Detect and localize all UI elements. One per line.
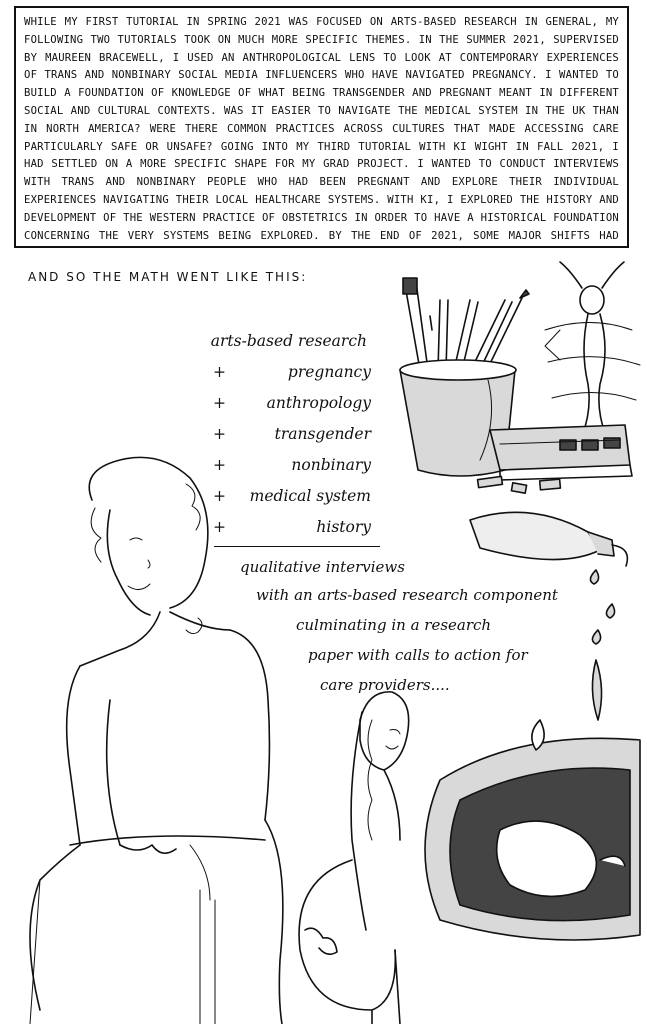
plus-sign: + — [213, 425, 226, 443]
caption-text: WHILE MY FIRST TUTORIAL IN SPRING 2021 WAS FOCUSED ON ARTS-BASED RESEARCH IN GENERAL, MY FOLLOWING TWO TUTORIALS TOOK ON MUCH MORE SPECIFIC THEMES. IN THE SUMMER 2021, SUPERVISED BY MAUREEN BRACEWELL, I USED AN ANTHROPOLOGICAL LENS TO LOOK AT CONTEMPORARY EXPERIENCES OF TRANS AND NONBINARY SOCIAL MEDIA INFLUENCERS WHO HAVE NAVIGATED PREGNANCY. I WANTED TO BUILD A FOUNDATION OF KNOWLEDGE OF WHAT BEING TRANSGENDER AND PREGNANT MEANT IN DIFFERENT SOCIAL AND CULTURAL CONTEXTS. WAS IT EASIER TO NAVIGATE THE MEDICAL SYSTEM IN THE UK THAN IN NORTH AMERICA? WERE THERE COMMON PRACTICES ACROSS CULTURES THAT MADE ACCESSING CARE PARTICULARLY SAFE OR UNSAFE? GOING INTO MY THIRD TUTORIAL WITH KI WIGHT IN FALL 2021, I HAD SETTLED ON A MORE SPECIFIC SHAPE FOR MY GRAD PROJECT. I WANTED TO CONDUCT INTERVIEWS WITH TRANS AND NONBINARY PEOPLE WHO HAD BEEN PREGNANT AND EXPLORE THEIR INDIVIDUAL EXPERIENCES NAVIGATING THEIR LOCAL HEALTHCARE SYSTEMS. WITH KI, I EXPLORED THE HISTORY AND DEVELOPMENT OF THE WESTERN PRACTICE OF OBSTETRICS IN ORDER TO HAVE A HISTORICAL FOUNDATION CONCERNING THE VERY SYSTEMS BEING EXPLORED. BY THE END OF 2021, SOME MAJOR SHIFTS HAD — [24, 16, 619, 242]
pregnant-person-icon — [299, 692, 409, 1024]
watercolor-palette-icon — [490, 425, 632, 480]
equation-term: history — [316, 518, 371, 536]
result-line: care providers.... — [320, 676, 450, 694]
result-line: with an arts-based research component — [256, 586, 558, 604]
result-line: culminating in a research — [296, 616, 492, 634]
equation-term: arts-based research — [210, 332, 367, 350]
result-line: qualitative interviews — [240, 558, 405, 576]
equation-term: anthropology — [266, 394, 371, 412]
equation-term: nonbinary — [291, 456, 371, 474]
plus-sign: + — [213, 518, 226, 536]
plus-sign: + — [213, 394, 226, 412]
equation-term: pregnancy — [287, 363, 371, 381]
result-line: paper with calls to action for — [308, 646, 528, 664]
plus-sign: + — [213, 363, 226, 381]
equation-term: medical system — [249, 487, 371, 505]
person-sitting-icon — [30, 457, 283, 1024]
paint-tube-icon — [470, 512, 627, 720]
math-heading: AND SO THE MATH WENT LIKE THIS: — [28, 270, 308, 284]
ultrasound-icon — [425, 720, 640, 940]
dancer-figure-icon — [545, 262, 640, 436]
plus-sign: + — [213, 487, 226, 505]
equation-term: transgender — [274, 425, 371, 443]
plus-sign: + — [213, 456, 226, 474]
